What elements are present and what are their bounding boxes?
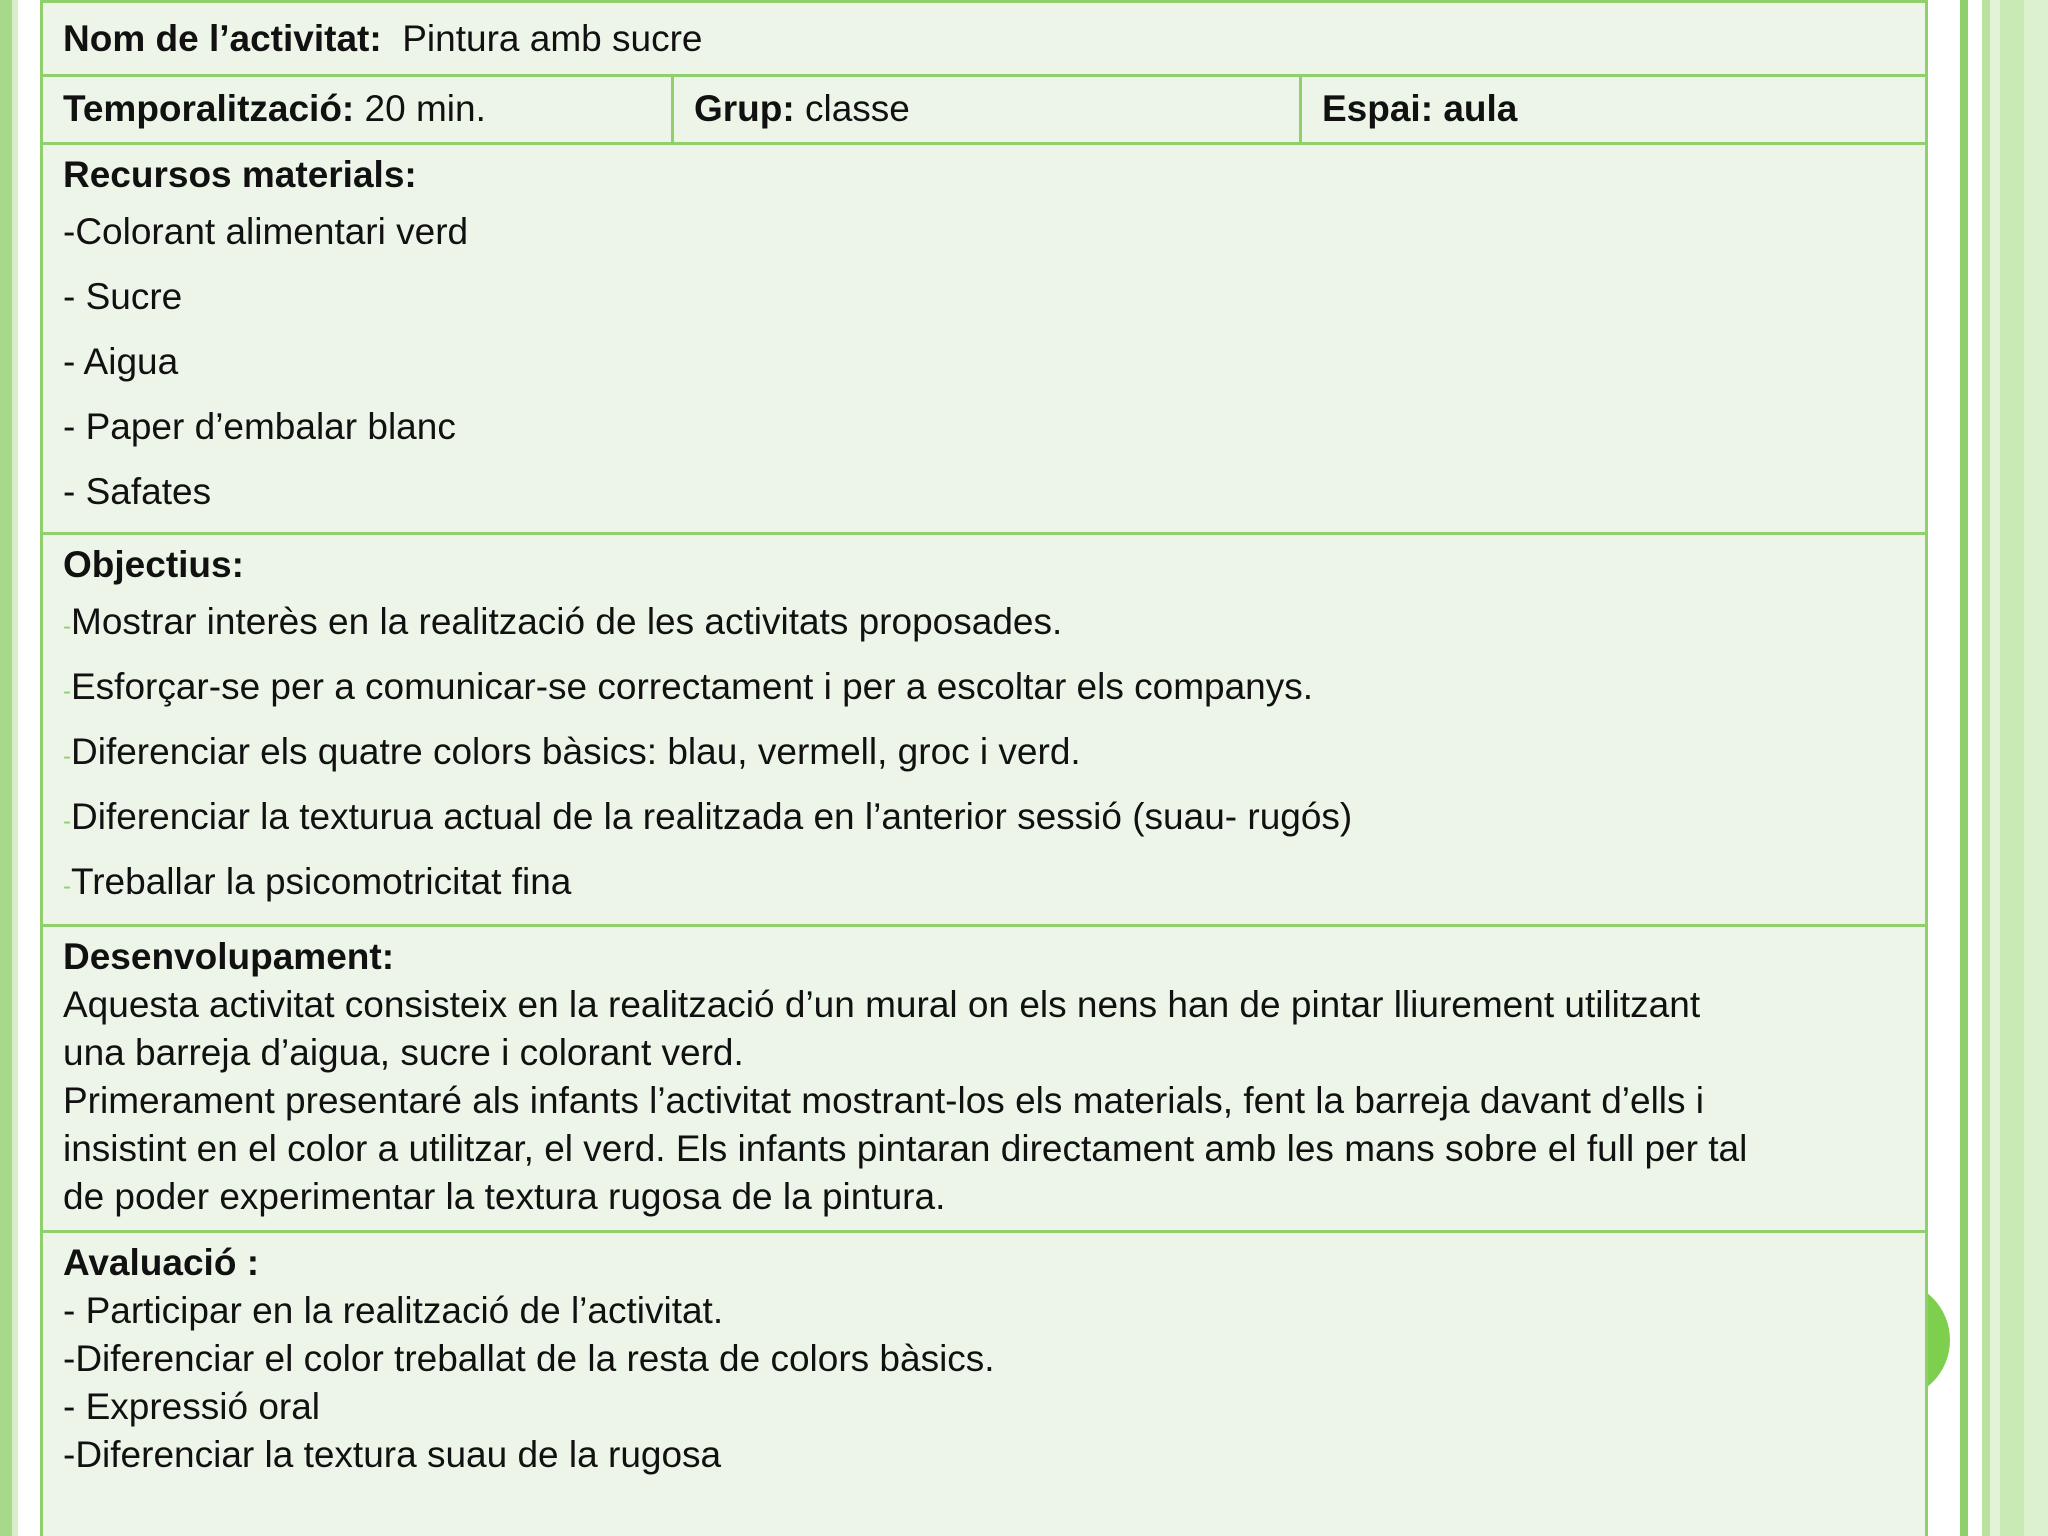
activity-name-row bbox=[43, 0, 1925, 74]
time-cell bbox=[43, 77, 671, 142]
development-section bbox=[43, 924, 1925, 1230]
materials-section bbox=[43, 142, 1925, 532]
time-value: 20 min. bbox=[364, 88, 486, 129]
list-item: -Colorant alimentari verd bbox=[63, 211, 469, 252]
time-label: Temporalització: bbox=[63, 88, 355, 129]
dash-marker: - bbox=[63, 808, 71, 835]
activity-name-value: Pintura amb sucre bbox=[402, 18, 703, 59]
space-label: Espai: aula bbox=[1322, 88, 1518, 129]
group-cell bbox=[671, 77, 1299, 142]
list-item: -Diferenciar la texturua actual de la realitzada en l’anterior sessió (suau- rugós) bbox=[63, 796, 1353, 837]
list-item: - Participar en la realització de l’activitat. bbox=[63, 1290, 724, 1331]
list-item: - Expressió oral bbox=[63, 1386, 321, 1427]
right-decorative-stripe bbox=[2024, 0, 2048, 1536]
dash-marker: - bbox=[63, 678, 71, 705]
paragraph-line: Primerament presentaré als infants l’activitat mostrant-los els materials, fent la barreja davant d’ells i bbox=[63, 1080, 1705, 1121]
paragraph-line: una barreja d’aigua, sucre i colorant verd. bbox=[63, 1032, 744, 1073]
paragraph-line: Aquesta activitat consisteix en la realització d’un mural on els nens han de pintar lliurement utilitzant bbox=[63, 984, 1701, 1025]
right-decorative-stripe bbox=[1968, 0, 1982, 1536]
group-label: Grup: bbox=[694, 88, 795, 129]
objectives-section bbox=[43, 532, 1925, 924]
list-item: -Mostrar interès en la realització de les activitats proposades. bbox=[63, 601, 1063, 642]
list-item: -Treballar la psicomotricitat fina bbox=[63, 861, 572, 902]
dash-marker: - bbox=[63, 743, 71, 770]
activity-name-label: Nom de l’activitat: bbox=[63, 18, 382, 59]
dash-marker: - bbox=[63, 613, 71, 640]
right-decorative-stripe bbox=[2000, 0, 2024, 1536]
paragraph-line: de poder experimentar la textura rugosa de la pintura. bbox=[63, 1176, 946, 1217]
right-decorative-stripe bbox=[1990, 0, 2000, 1536]
group-value: classe bbox=[804, 88, 910, 129]
materials-title: Recursos materials: bbox=[63, 154, 417, 195]
right-decorative-stripe bbox=[1982, 0, 1990, 1536]
development-title: Desenvolupament: bbox=[63, 936, 395, 977]
list-item: - Safates bbox=[63, 471, 212, 512]
list-item: -Diferenciar el color treballat de la resta de colors bàsics. bbox=[63, 1338, 995, 1379]
dash-marker: - bbox=[63, 873, 71, 900]
objectives-title: Objectius: bbox=[63, 544, 244, 585]
evaluation-title: Avaluació : bbox=[63, 1242, 260, 1283]
paragraph-line: insistint en el color a utilitzar, el verd. Els infants pintaran directament amb les mans sobre el full per tal bbox=[63, 1128, 1748, 1169]
list-item: -Diferenciar els quatre colors bàsics: blau, vermell, groc i verd. bbox=[63, 731, 1081, 772]
evaluation-section bbox=[43, 1230, 1925, 1536]
list-item: -Diferenciar la textura suau de la rugosa bbox=[63, 1434, 722, 1475]
info-row bbox=[43, 74, 1925, 142]
list-item: -Esforçar-se per a comunicar-se correctament i per a escoltar els companys. bbox=[63, 666, 1314, 707]
space-cell bbox=[1299, 77, 1925, 142]
right-decorative-stripe bbox=[1960, 0, 1968, 1536]
list-item: - Paper d’embalar blanc bbox=[63, 406, 456, 447]
left-decorative-stripe bbox=[0, 0, 12, 1536]
left-decorative-stripe-inner bbox=[12, 0, 18, 1536]
activity-table bbox=[40, 0, 1928, 1536]
list-item: - Sucre bbox=[63, 276, 183, 317]
list-item: - Aigua bbox=[63, 341, 179, 382]
